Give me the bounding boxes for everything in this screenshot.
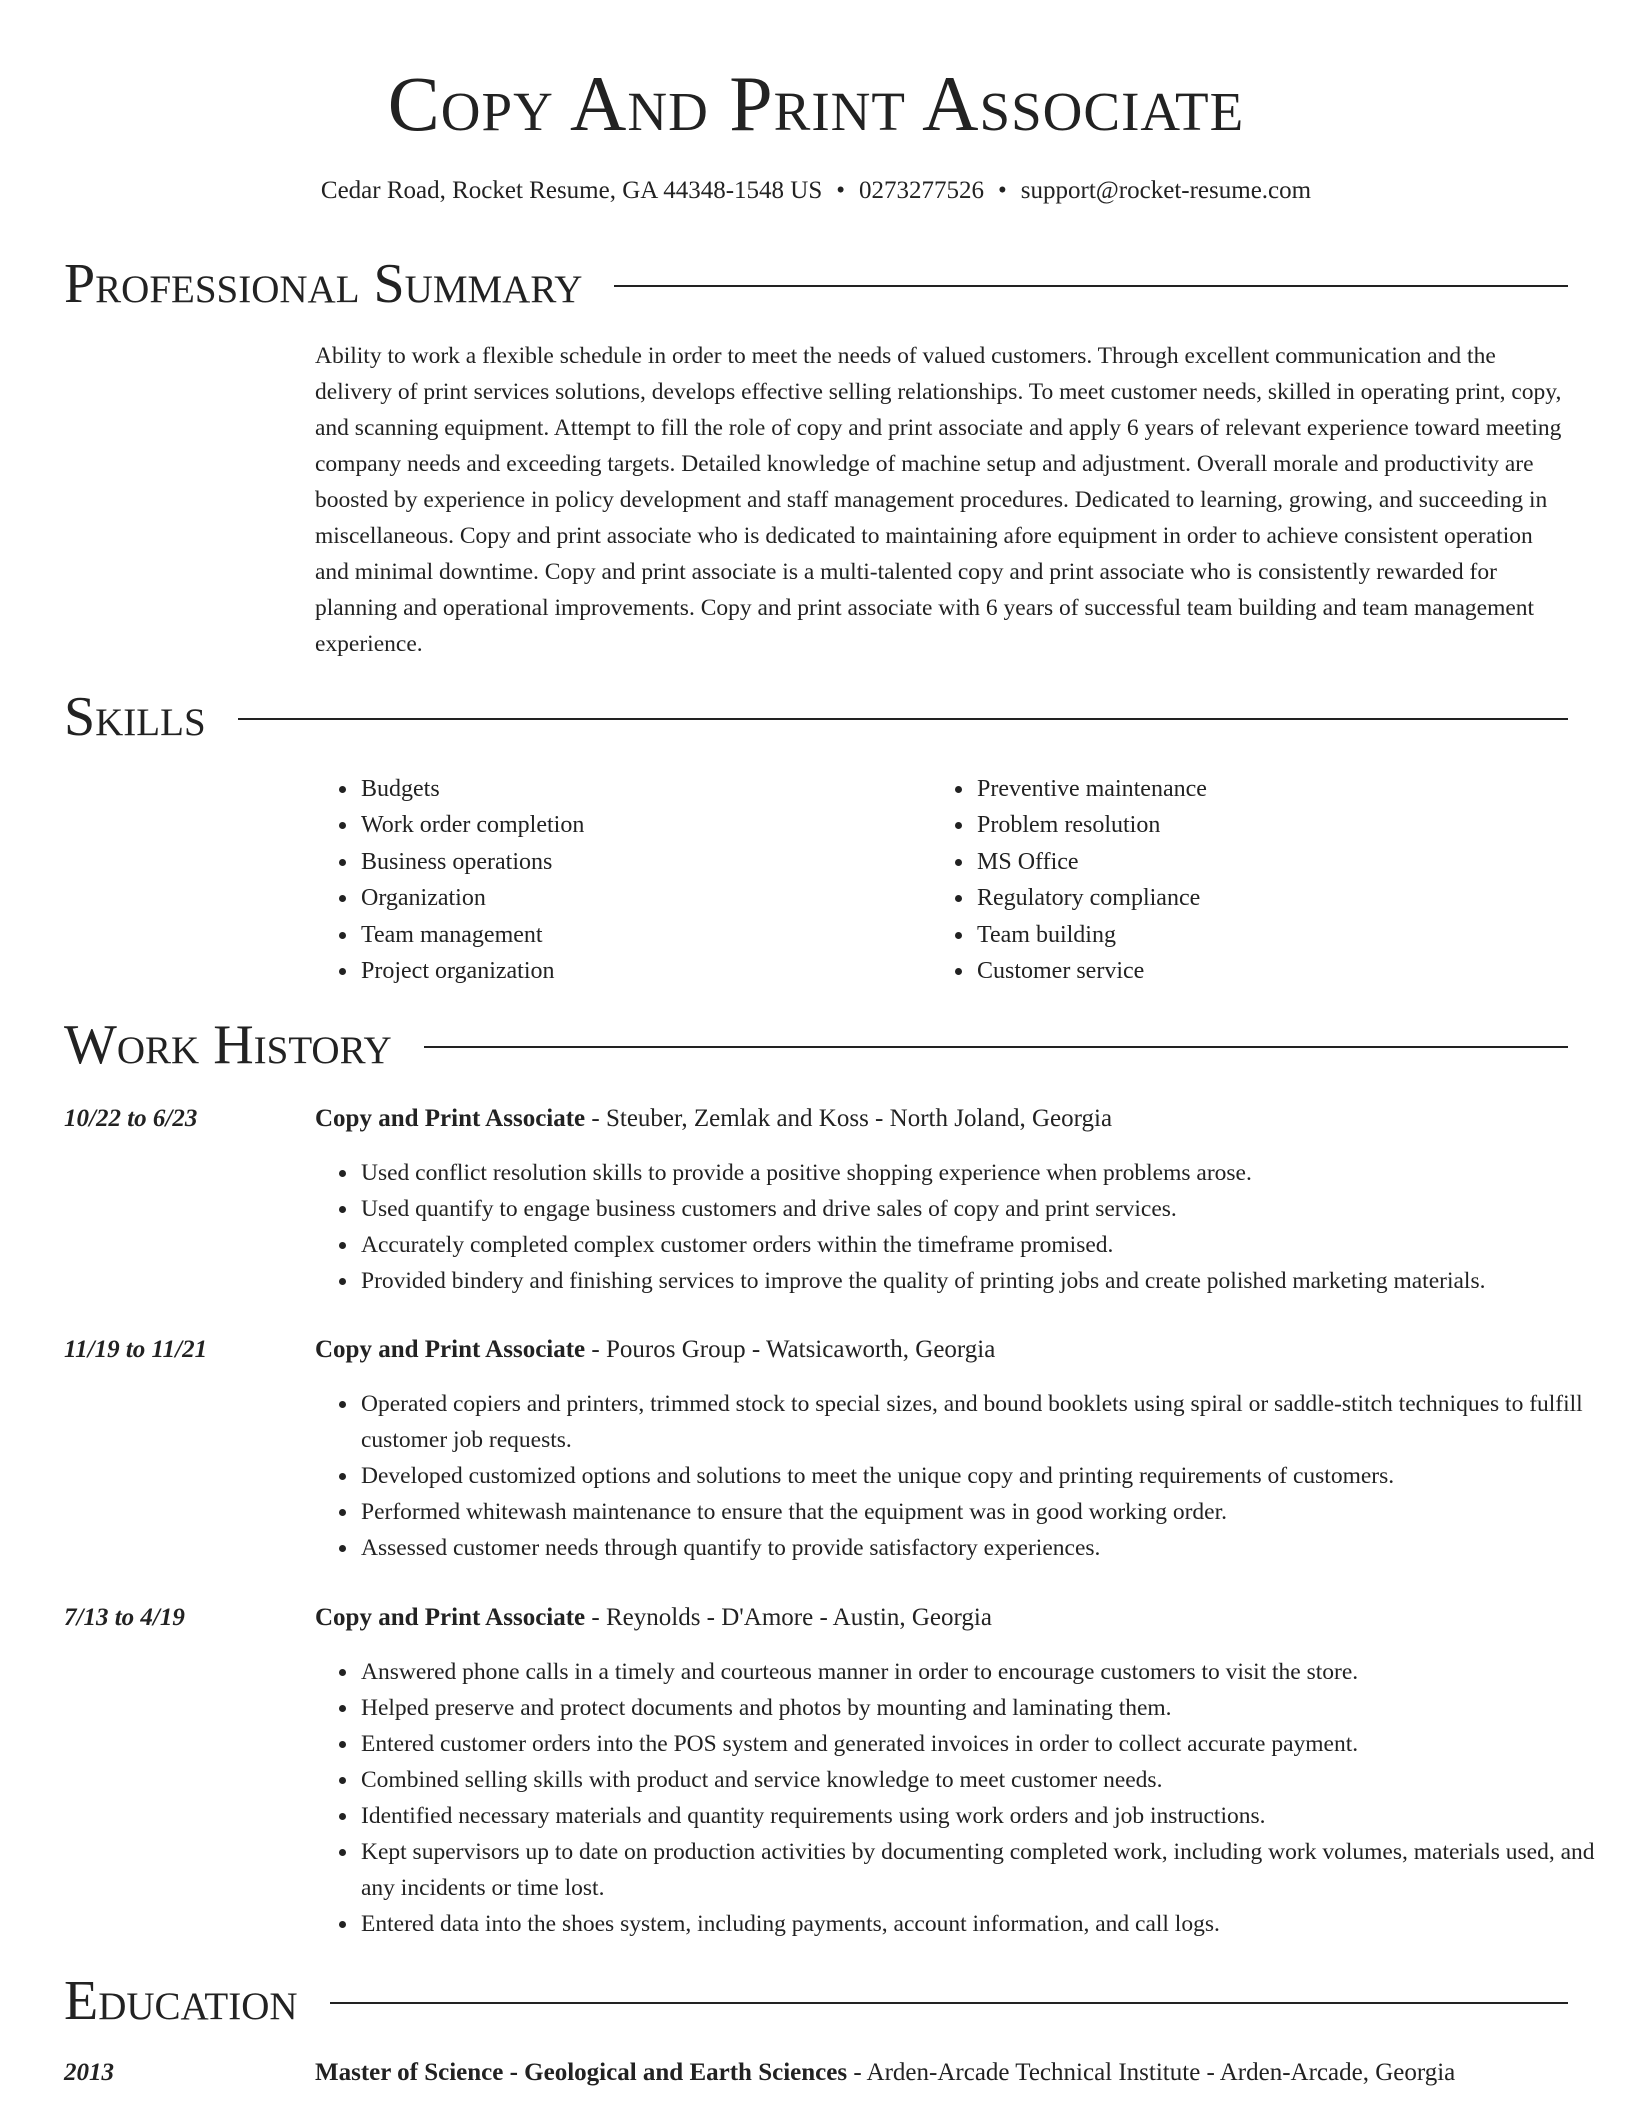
list-item: • Helped preserve and protect documents and photos by mounting and laminating them. — [359, 1690, 1619, 1726]
list-item: • Combined selling skills with product and service knowledge to meet customer needs. — [359, 1762, 1619, 1798]
skill-item: • Project organization — [359, 953, 919, 989]
job-heading — [315, 1600, 1575, 1636]
skill-item: • MS Office — [975, 844, 1575, 880]
job-title: Copy and Print Associate — [315, 1105, 586, 1132]
summary-text: Ability to work a flexible schedule in order to meet the needs of valued customers. Through excellent communication and the delivery of print services solutions, develops effective selling relationships. To meet customer needs, skilled in operating print, copy, and scanning equipment. Attempt to fill the role of copy and print associate and apply 6 years of relevant experience toward meeting company needs and exceeding targets. Detailed knowledge of machine setup and adjustment. Overall morale and productivity are boosted by experience in policy development and staff management procedures. Dedicated to learning, growing, and succeeding in miscellaneous. Copy and print associate who is dedicated to maintaining afore equipment in order to achieve consistent operation and minimal downtime. Copy and print associate is a multi-talented copy and print associate who is consistently rewarded for planning and operational improvements. Copy and print associate with 6 years of successful team building and team management experience. — [315, 343, 1562, 657]
list-item: • Entered data into the shoes system, including payments, account information, and call logs. — [359, 1906, 1619, 1942]
work-section-header — [64, 1014, 1568, 1076]
section-divider — [330, 2002, 1568, 2004]
candidate-name: Copy And Print Associate — [387, 60, 1245, 147]
section-divider — [238, 718, 1568, 720]
contact-line — [0, 174, 1632, 208]
list-item: • Identified necessary materials and quantity requirements using work orders and job instructions. — [359, 1798, 1619, 1834]
contact-separator: • — [836, 177, 846, 204]
contact-address: Cedar Road, Rocket Resume, GA 44348-1548 US — [320, 177, 823, 204]
job-dates: 11/19 to 11/21 — [64, 1336, 208, 1363]
education-heading — [315, 2055, 1575, 2091]
list-item: • Used conflict resolution skills to provide a positive shopping experience when problems arose. — [359, 1155, 1619, 1191]
skill-item: • Team building — [975, 917, 1575, 953]
contact-email[interactable]: support@rocket-resume.com — [1020, 177, 1312, 204]
job-company-location: - Steuber, Zemlak and Koss - North Joland, Georgia — [585, 1105, 1113, 1132]
list-item: • Developed customized options and solutions to meet the unique copy and printing requirements of customers. — [359, 1458, 1619, 1494]
job-heading — [315, 1332, 1575, 1368]
section-divider — [424, 1046, 1568, 1048]
skill-item: • Problem resolution — [975, 807, 1575, 843]
contact-phone: 0273277526 — [859, 177, 985, 204]
skills-list-left — [315, 771, 919, 989]
job-bullets — [315, 1386, 1619, 1566]
skill-item: • Team management — [359, 917, 919, 953]
list-item: • Operated copiers and printers, trimmed stock to special sizes, and bound booklets using spiral or saddle-stitch techniques to fulfill customer job requests. — [359, 1386, 1619, 1458]
skill-item: • Organization — [359, 880, 919, 916]
skill-item: • Customer service — [975, 953, 1575, 989]
education-section-header — [64, 1970, 1568, 2032]
job-title: Copy and Print Associate — [315, 1604, 586, 1631]
section-title-skills: Skills — [64, 686, 206, 748]
list-item: • Performed whitewash maintenance to ensure that the equipment was in good working order. — [359, 1494, 1619, 1530]
job-bullets — [315, 1654, 1619, 1942]
list-item: • Answered phone calls in a timely and courteous manner in order to encourage customers to visit the store. — [359, 1654, 1619, 1690]
education-year: 2013 — [64, 2059, 114, 2086]
list-item: • Assessed customer needs through quantify to provide satisfactory experiences. — [359, 1530, 1619, 1566]
job-bullets — [315, 1155, 1619, 1299]
job-heading — [315, 1101, 1575, 1137]
education-degree: Master of Science - Geological and Earth Sciences — [315, 2059, 848, 2086]
job-company-location: - Pouros Group - Watsicaworth, Georgia — [585, 1336, 996, 1363]
skill-item: • Regulatory compliance — [975, 880, 1575, 916]
list-item: • Accurately completed complex customer orders within the timeframe promised. — [359, 1227, 1619, 1263]
list-item: • Entered customer orders into the POS system and generated invoices in order to collect accurate payment. — [359, 1726, 1619, 1762]
list-item: • Used quantify to engage business customers and drive sales of copy and print services. — [359, 1191, 1619, 1227]
job-company-location: - Reynolds - D'Amore - Austin, Georgia — [585, 1604, 992, 1631]
skill-item: • Budgets — [359, 771, 919, 807]
skill-item: • Preventive maintenance — [975, 771, 1575, 807]
education-school-location: - Arden-Arcade Technical Institute - Arden-Arcade, Georgia — [847, 2059, 1456, 2086]
skill-item: • Business operations — [359, 844, 919, 880]
job-title: Copy and Print Associate — [315, 1336, 586, 1363]
section-divider — [614, 285, 1568, 287]
job-dates: 7/13 to 4/19 — [64, 1604, 185, 1631]
list-item: • Provided bindery and finishing services to improve the quality of printing jobs and create polished marketing materials. — [359, 1263, 1619, 1299]
contact-separator: • — [998, 177, 1007, 204]
section-title-summary: Professional Summary — [64, 253, 583, 315]
job-dates: 10/22 to 6/23 — [64, 1105, 198, 1132]
skills-list-right — [931, 771, 1575, 989]
section-title-education: Education — [64, 1970, 298, 2032]
skill-item: • Work order completion — [359, 807, 919, 843]
list-item: • Kept supervisors up to date on production activities by documenting completed work, including work volumes, materials used, and any incidents or time lost. — [359, 1834, 1619, 1906]
skills-section-header — [64, 686, 1568, 748]
summary-section-header — [64, 253, 1568, 315]
section-title-work: Work History — [64, 1014, 392, 1076]
